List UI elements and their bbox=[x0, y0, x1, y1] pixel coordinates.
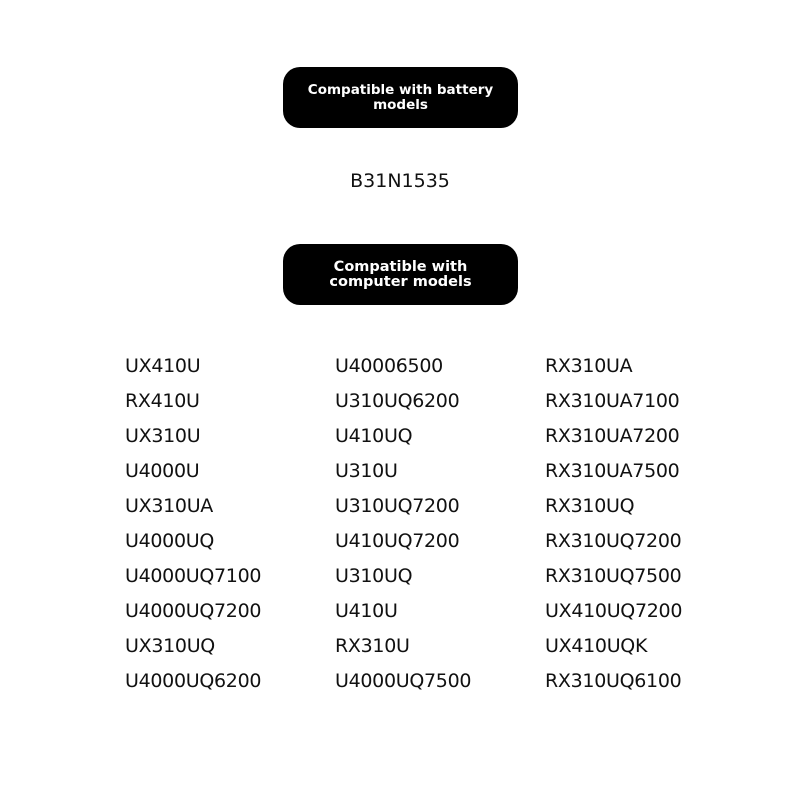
model-item: UX310UQ bbox=[125, 635, 215, 657]
model-item: U410UQ7200 bbox=[335, 530, 460, 552]
model-item: RX310UA7500 bbox=[545, 460, 680, 482]
model-item: U40006500 bbox=[335, 355, 443, 377]
battery-models-title: Compatible with battery models bbox=[307, 81, 494, 113]
model-item: U310UQ bbox=[335, 565, 413, 587]
model-item: U4000UQ7100 bbox=[125, 565, 262, 587]
model-item: U4000UQ7500 bbox=[335, 670, 472, 692]
model-item: RX310U bbox=[335, 635, 410, 657]
computer-models-header bbox=[283, 244, 518, 305]
model-item: UX410UQK bbox=[545, 635, 648, 657]
model-item: RX310UA7200 bbox=[545, 425, 680, 447]
model-item: RX310UQ bbox=[545, 495, 635, 517]
battery-model-number: B31N1535 bbox=[350, 170, 450, 192]
computer-models-title: Compatible with computer models bbox=[329, 258, 472, 290]
model-item: RX310UA bbox=[545, 355, 633, 377]
model-item: U310UQ6200 bbox=[335, 390, 460, 412]
model-item: U4000UQ bbox=[125, 530, 215, 552]
model-item: UX410UQ7200 bbox=[545, 600, 683, 622]
computer-models-grid bbox=[125, 354, 755, 704]
model-item: RX310UQ6100 bbox=[545, 670, 682, 692]
model-item: RX310UQ7500 bbox=[545, 565, 682, 587]
model-item: U410U bbox=[335, 600, 398, 622]
model-item: UX410U bbox=[125, 355, 201, 377]
model-item: U310U bbox=[335, 460, 398, 482]
model-item: RX410U bbox=[125, 390, 200, 412]
model-item: U4000UQ7200 bbox=[125, 600, 262, 622]
model-item: RX310UQ7200 bbox=[545, 530, 682, 552]
model-item: RX310UA7100 bbox=[545, 390, 680, 412]
models-column-2 bbox=[335, 354, 545, 704]
model-item: UX310UA bbox=[125, 495, 213, 517]
model-item: U410UQ bbox=[335, 425, 413, 447]
model-item: UX310U bbox=[125, 425, 201, 447]
battery-models-header bbox=[283, 67, 518, 128]
models-column-1 bbox=[125, 354, 335, 704]
model-item: U4000U bbox=[125, 460, 200, 482]
models-column-3 bbox=[545, 354, 755, 704]
model-item: U4000UQ6200 bbox=[125, 670, 262, 692]
model-item: U310UQ7200 bbox=[335, 495, 460, 517]
